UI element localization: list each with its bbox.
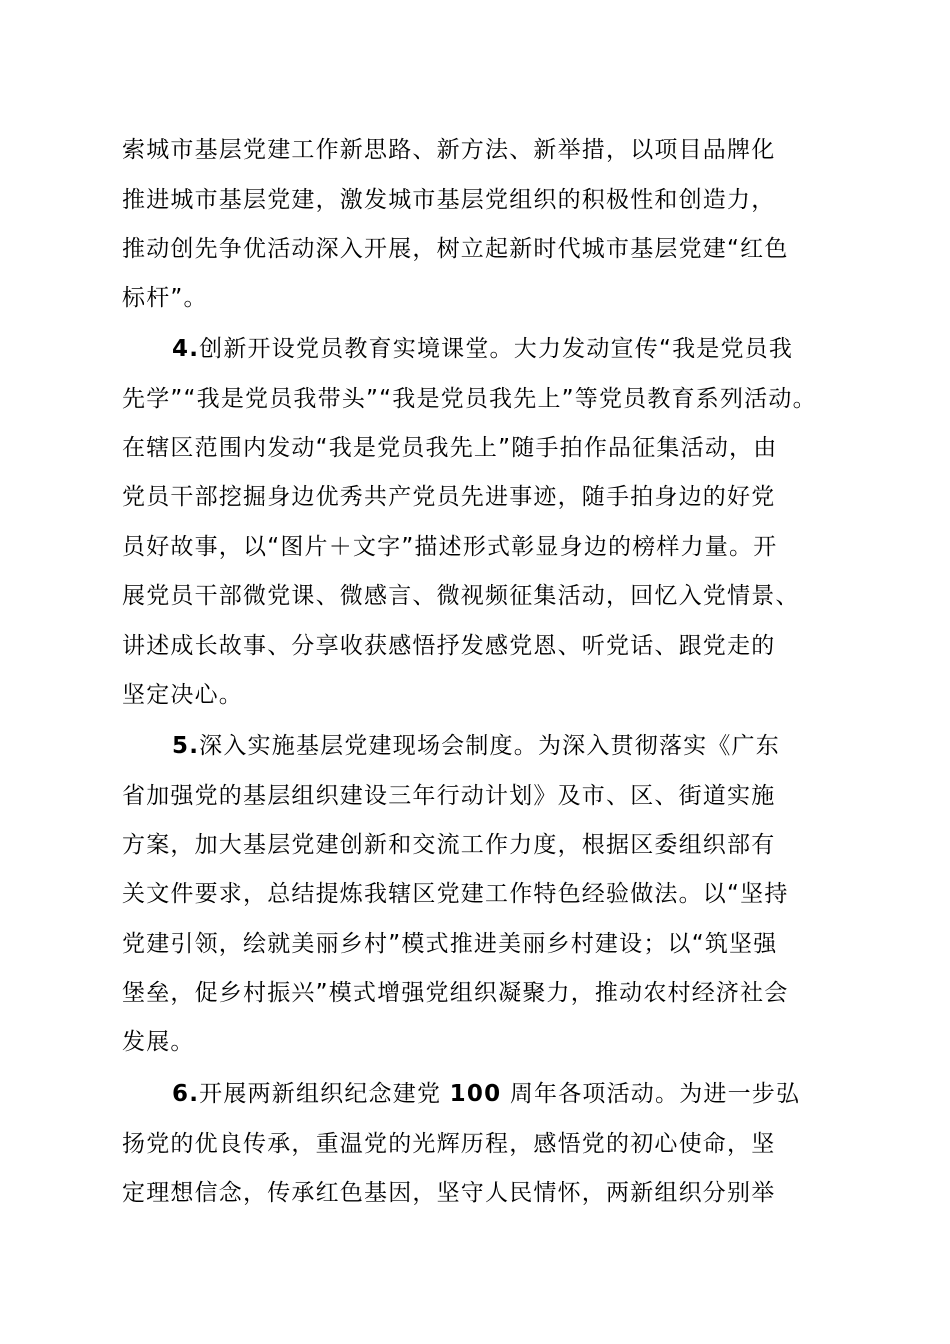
text-line: 方案，加大基层党建创新和交流工作力度，根据区委组织部有	[122, 832, 776, 858]
item-number: 4.	[172, 336, 200, 362]
text-line: 发展。	[122, 1029, 195, 1055]
text-line: 党员干部挖掘身边优秀共产党员先进事迹，随手拍身边的好党	[122, 484, 776, 510]
inline-number: 100	[449, 1081, 502, 1107]
item-number: 6.	[172, 1081, 200, 1107]
text-line: 展党员干部微党课、微感言、微视频征集活动，回忆入党情景、	[122, 583, 800, 609]
text-line: 讲述成长故事、分享收获感悟抒发感党恩、听党话、跟党走的	[122, 633, 776, 659]
text-line: 定理想信念，传承红色基因，坚守人民情怀，两新组织分别举	[122, 1180, 776, 1206]
item-heading-text: 深入实施基层党建现场会制度。为深入贯彻落实《广东	[199, 733, 780, 759]
text-line: 索城市基层党建工作新思路、新方法、新举措，以项目品牌化	[122, 137, 776, 163]
text-line: 关文件要求，总结提炼我辖区党建工作特色经验做法。以“坚持	[122, 881, 789, 907]
text-line: 员好故事，以“图片＋文字”描述形式彰显身边的榜样力量。开	[122, 534, 778, 560]
item-number: 5.	[172, 733, 200, 759]
item-heading-text: 创新开设党员教育实境课堂。大力发动宣传“我是党员我	[199, 336, 794, 362]
paragraph-5-first-line	[172, 726, 780, 766]
text-line: 坚定决心。	[122, 682, 243, 708]
paragraph-4-first-line	[172, 329, 793, 369]
text-line: 省加强党的基层组织建设三年行动计划》及市、区、街道实施	[122, 783, 776, 809]
paragraph-6-first-line	[172, 1074, 800, 1114]
text-line: 推动创先争优活动深入开展，树立起新时代城市基层党建“红色	[122, 236, 789, 262]
text-line: 在辖区范围内发动“我是党员我先上”随手拍作品征集活动，由	[122, 435, 778, 461]
text-line: 先学”“我是党员我带头”“我是党员我先上”等党员教育系列活动。	[122, 386, 817, 412]
text-line: 扬党的优良传承，重温党的光辉历程，感悟党的初心使命，坚	[122, 1131, 776, 1157]
text-line: 标杆”。	[122, 285, 208, 311]
item-heading-text: 开展两新组织纪念建党	[199, 1081, 442, 1107]
item-heading-text: 周年各项活动。为进一步弘	[509, 1081, 801, 1107]
text-line: 推进城市基层党建，激发城市基层党组织的积极性和创造力，	[122, 187, 776, 213]
text-line: 堡垒，促乡村振兴”模式增强党组织凝聚力，推动农村经济社会	[122, 980, 789, 1006]
text-line: 党建引领，绘就美丽乡村”模式推进美丽乡村建设；以“筑坚强	[122, 931, 778, 957]
